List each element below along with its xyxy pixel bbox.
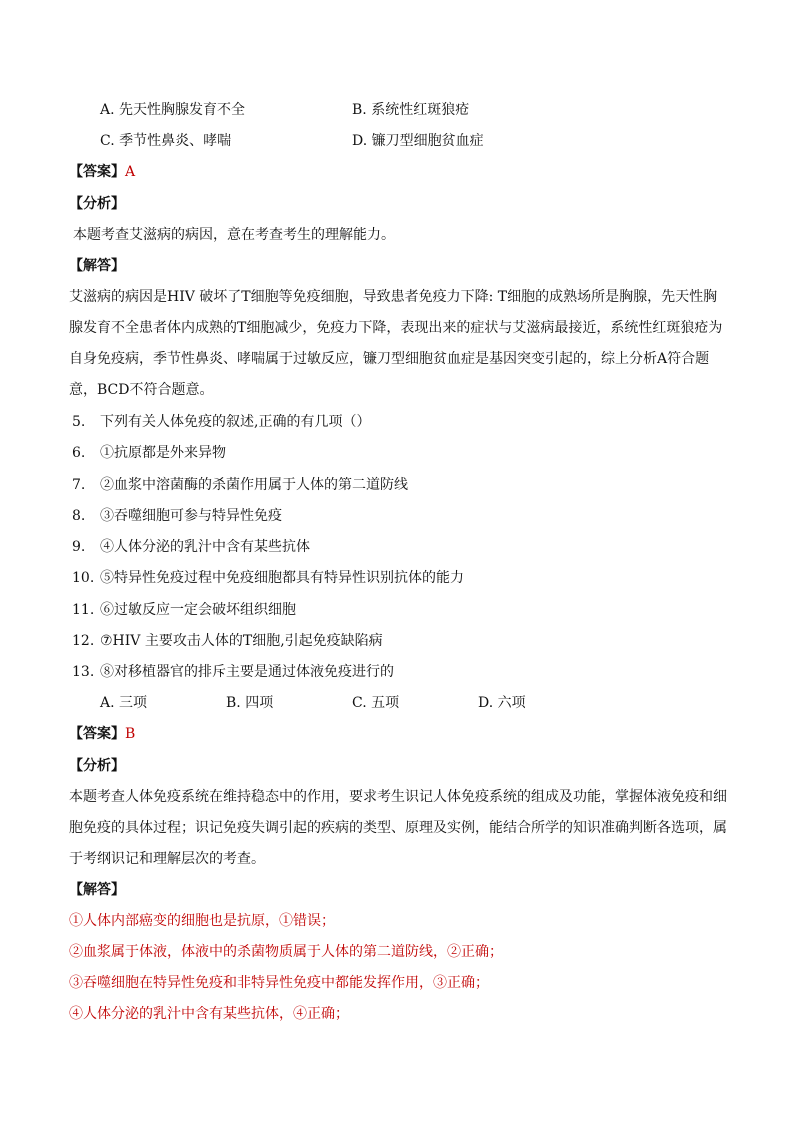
q4-answer-row [69, 162, 135, 182]
analysis-label: 【分析】 [69, 758, 125, 774]
q5-item-number: 9. [72, 539, 86, 555]
q5-item-number: 13. [72, 664, 95, 680]
q5-option-d: D. 六项 [478, 695, 526, 711]
q5-item-row [72, 568, 464, 588]
q4-option-d: D. 镰刀型细胞贫血症 [352, 133, 484, 149]
solution-label: 【解答】 [69, 882, 125, 898]
q4-solution-label [69, 256, 125, 276]
q5-answer-row [69, 724, 135, 744]
q4-analysis-label [69, 194, 125, 214]
q5-solution-line-1: ①人体内部癌变的细胞也是抗原，①错误； [69, 913, 335, 929]
answer-label: 【答案】 [69, 726, 125, 742]
q5-solution-line-2: ②血浆属于体液，体液中的杀菌物质属于人体的第二道防线，②正确； [69, 944, 503, 960]
q5-answer-value: B [125, 726, 136, 742]
q5-item-text: ④人体分泌的乳汁中含有某些抗体 [100, 539, 310, 555]
solution-label: 【解答】 [69, 258, 125, 274]
q5-option-b: B. 四项 [226, 695, 274, 711]
q5-item-number: 10. [72, 570, 95, 586]
q5-analysis-label [69, 756, 125, 776]
q5-item-row [72, 475, 408, 495]
q4-option-c: C. 季节性鼻炎、哮喘 [100, 133, 232, 149]
q5-solution-line-4: ④人体分泌的乳汁中含有某些抗体，④正确； [69, 1006, 349, 1022]
q5-item-text: 下列有关人体免疫的叙述,正确的有几项（） [100, 414, 371, 430]
q5-item-row [72, 631, 383, 651]
q5-item-text: ⑧对移植器官的排斥主要是通过体液免疫进行的 [100, 664, 394, 680]
q4-option-b: B. 系统性红斑狼疮 [352, 102, 470, 118]
q5-item-number: 6. [72, 445, 86, 461]
q5-item-number: 11. [72, 602, 95, 618]
q4-answer-value: A [125, 164, 136, 180]
q4-option-a: A. 先天性胸腺发育不全 [100, 102, 246, 118]
q5-option-c: C. 五项 [352, 695, 400, 711]
q4-analysis-text: 本题考查艾滋病的病因，意在考查考生的理解能力。 [73, 227, 395, 243]
analysis-label: 【分析】 [69, 196, 125, 212]
q5-item-row [72, 412, 370, 432]
q5-item-text: ⑥过敏反应一定会破坏组织细胞 [100, 602, 296, 618]
q5-item-row [72, 600, 296, 620]
q5-item-text: ⑦HIV 主要攻击人体的T细胞,引起免疫缺陷病 [100, 633, 383, 649]
q5-solution-line-3: ③吞噬细胞在特异性免疫和非特异性免疫中都能发挥作用，③正确； [69, 975, 489, 991]
q5-analysis-text: 本题考查人体免疫系统在维持稳态中的作用，要求考生识记人体免疫系统的组成及功能，掌握体液免疫和细胞免疫的具体过程；识记免疫失调引起的疾病的类型、原理及实例，能结合所学的知识准确判断各选项，属于考纲识记和理解层次的考查。 [69, 789, 727, 867]
q5-item-number: 7. [72, 477, 86, 493]
q5-item-text: ③吞噬细胞可参与特异性免疫 [100, 508, 282, 524]
q5-item-text: ⑤特异性免疫过程中免疫细胞都具有特异性识别抗体的能力 [100, 570, 464, 586]
q5-item-row [72, 537, 310, 557]
q4-solution-text: 艾滋病的病因是HIV 破坏了T细胞等免疫细胞，导致患者免疫力下降: T细胞的成熟场所是胸腺，先天性胸腺发育不全患者体内成熟的T细胞减少，免疫力下降，表现出来的症状与艾滋病最接近，系统性红斑狼疮为自身免疫病，季节性鼻炎、哮喘属于过敏反应，镰刀型细胞贫血症是基因突变引起的，综上分析A符合题意，BCD不符合题意。 [69, 289, 723, 398]
q5-item-text: ②血浆中溶菌酶的杀菌作用属于人体的第二道防线 [100, 477, 408, 493]
q5-item-number: 12. [72, 633, 95, 649]
q5-item-number: 5. [72, 414, 86, 430]
q5-item-number: 8. [72, 508, 86, 524]
q5-item-row [72, 662, 394, 682]
q5-item-row [72, 506, 282, 526]
q5-item-row [72, 443, 226, 463]
answer-label: 【答案】 [69, 164, 125, 180]
q5-option-a: A. 三项 [100, 695, 148, 711]
q5-solution-label [69, 880, 125, 900]
q5-item-text: ①抗原都是外来异物 [100, 445, 226, 461]
